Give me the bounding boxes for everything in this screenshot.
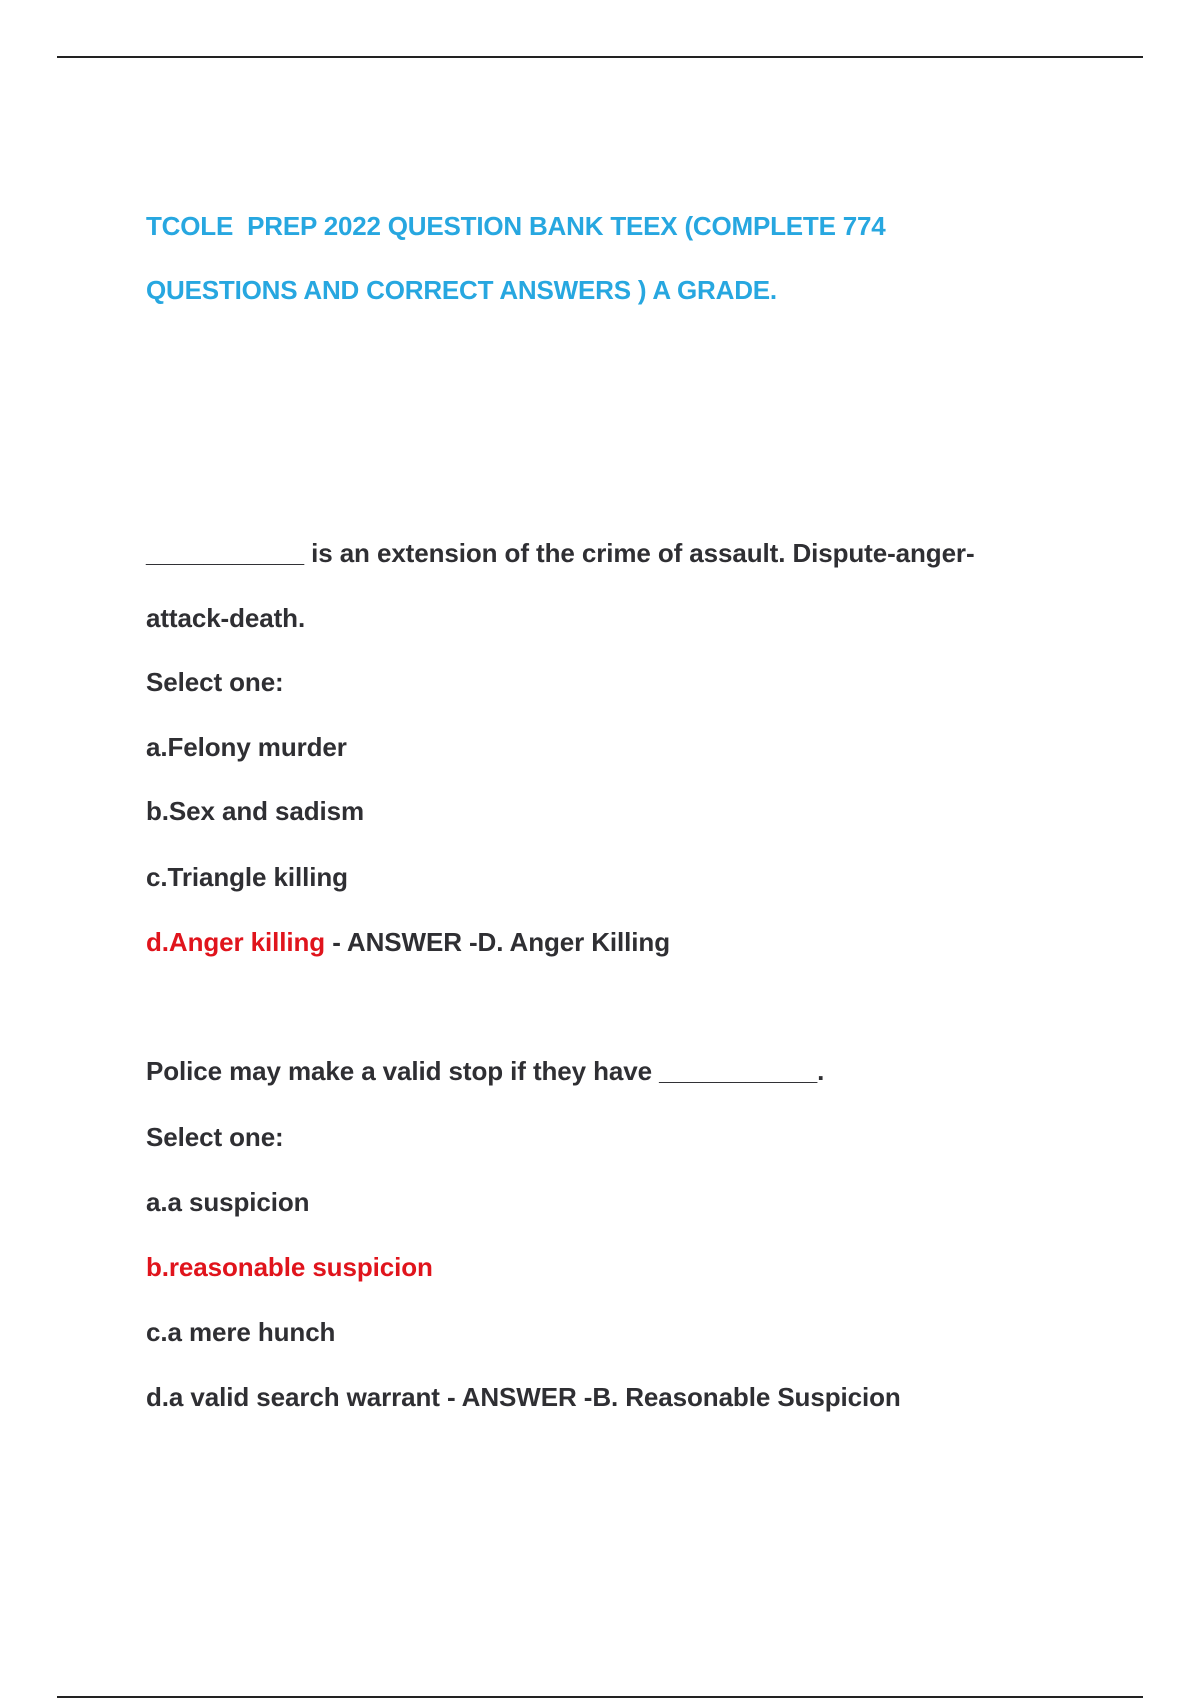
q1-option-b: b.Sex and sadism <box>146 796 365 826</box>
q2-option-a: a.a suspicion <box>146 1187 310 1217</box>
q2-correct-option: b.reasonable suspicion <box>146 1252 433 1282</box>
q2-prompt: Police may make a valid stop if they have ___________. <box>146 1056 825 1086</box>
q1-prompt-line-1: ___________ is an extension of the crime of assault. Dispute-anger- <box>146 538 975 568</box>
q2-select-label: Select one: <box>146 1122 284 1152</box>
q1-option-c: c.Triangle killing <box>146 862 348 892</box>
title-line-1: TCOLE PREP 2022 QUESTION BANK TEEX (COMPLETE 774 <box>146 211 886 241</box>
title-line-2: QUESTIONS AND CORRECT ANSWERS ) A GRADE. <box>146 275 777 305</box>
q1-prompt-line-2: attack-death. <box>146 603 306 633</box>
q1-option-d-row <box>146 925 670 959</box>
q2-option-c: c.a mere hunch <box>146 1317 336 1347</box>
document-title <box>146 194 1106 322</box>
q2-option-d-answer: d.a valid search warrant - ANSWER -B. Reasonable Suspicion <box>146 1382 901 1412</box>
q1-option-a: a.Felony murder <box>146 732 347 762</box>
q1-select-label: Select one: <box>146 667 284 697</box>
top-rule <box>57 56 1143 58</box>
bottom-rule <box>57 1696 1143 1698</box>
q1-answer-text: - ANSWER -D. Anger Killing <box>325 927 670 957</box>
q1-correct-option: d.Anger killing <box>146 927 326 957</box>
